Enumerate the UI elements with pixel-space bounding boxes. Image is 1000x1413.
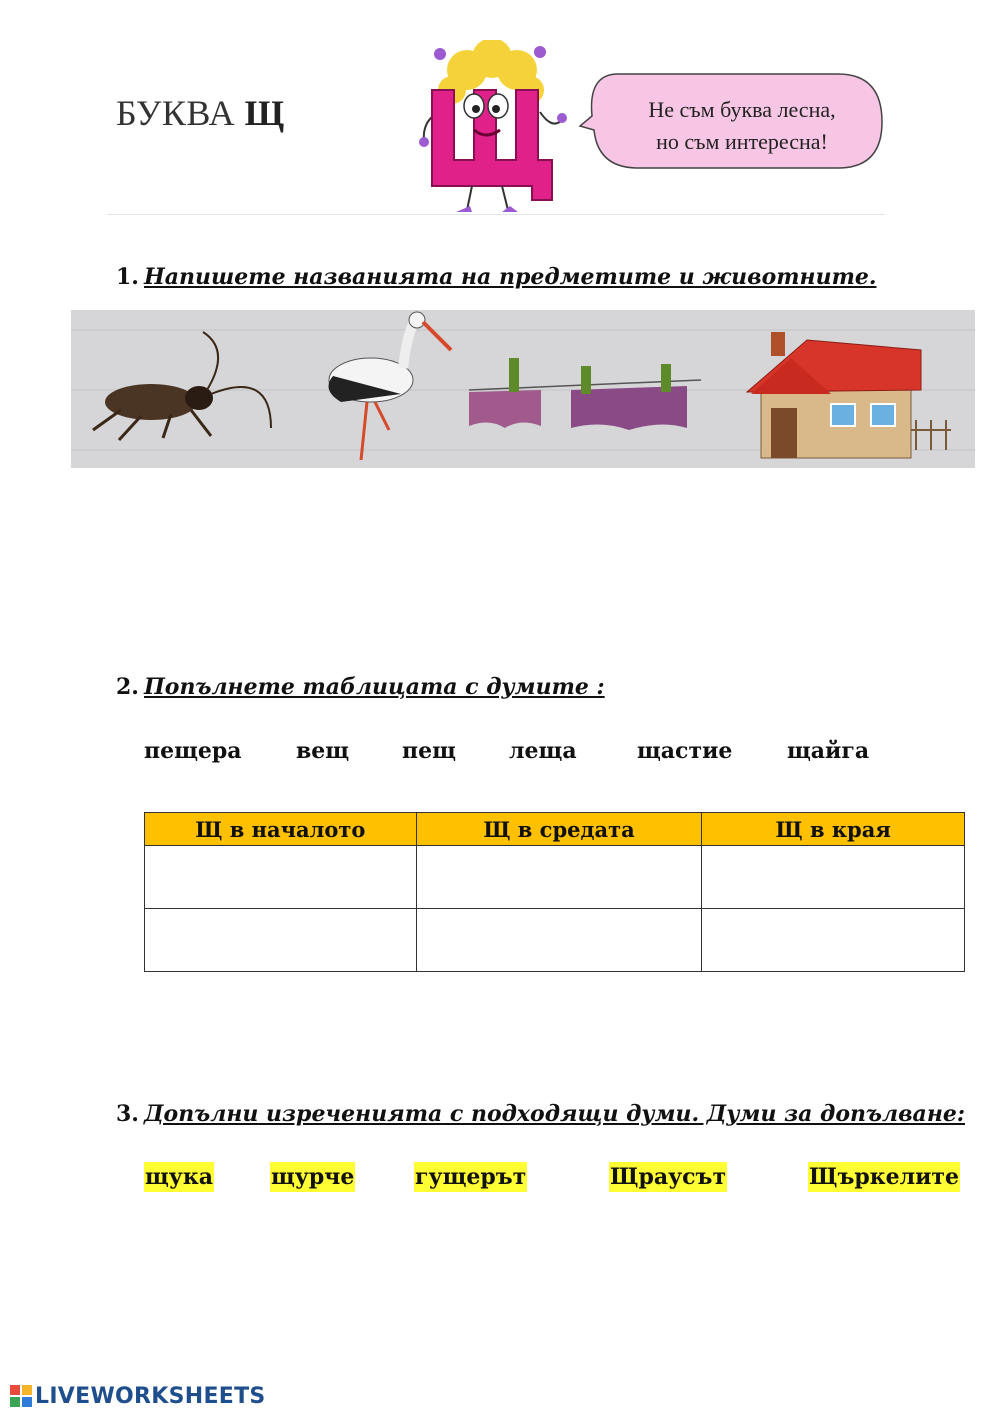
fill-word: Щраусът [610,1164,727,1190]
logo-blocks-icon [10,1385,32,1407]
answer-cell[interactable] [145,909,417,972]
table-row [145,846,965,909]
word-item: щастие [637,738,733,764]
word-item: вещ [296,738,350,764]
fill-word: щурче [271,1164,355,1190]
speech-line-2: но съм интересна! [656,129,828,154]
task-3-number: 3. [116,1101,139,1127]
fill-word: гущерът [415,1164,527,1190]
answer-cell[interactable] [416,909,702,972]
brand-name: LIVEWORKSHEETS [35,1383,266,1409]
header-end: Щ в края [702,813,965,846]
sorting-table [144,812,965,972]
task-1-heading [116,264,877,290]
header-middle: Щ в средата [416,813,702,846]
word-item: щайга [787,738,870,764]
task-3-text: Допълни изреченията с подходящи думи. Думи за допълване: [144,1101,965,1127]
task-2-text: Попълнете таблицата с думите : [144,674,605,700]
title-letter: Щ [244,93,285,133]
table-row [145,909,965,972]
letter-mascot-illustration [412,40,582,220]
task-1-picture-strip [71,310,975,468]
task-1-text: Напишете названията на предметите и животните. [144,264,877,290]
fill-word: Щъркелите [809,1164,960,1190]
answer-cell[interactable] [702,846,965,909]
answer-cell[interactable] [145,846,417,909]
answer-cell[interactable] [416,846,702,909]
title-prefix: БУКВА [116,93,236,133]
header-divider [108,214,884,215]
task-2-number: 2. [116,674,139,700]
word-item: леща [509,738,577,764]
word-item: пещ [402,738,456,764]
task-3-heading [116,1101,965,1127]
page-title [116,92,285,134]
task-2-heading [116,674,605,700]
liveworksheets-logo [10,1380,266,1412]
fill-word: щука [145,1164,214,1190]
word-item: пещера [144,738,242,764]
table-header-row [145,813,965,846]
answer-cell[interactable] [702,909,965,972]
speech-bubble-text [606,94,878,158]
speech-line-1: Не съм буква лесна, [648,97,836,122]
task-1-number: 1. [116,264,139,290]
header-start: Щ в началото [145,813,417,846]
